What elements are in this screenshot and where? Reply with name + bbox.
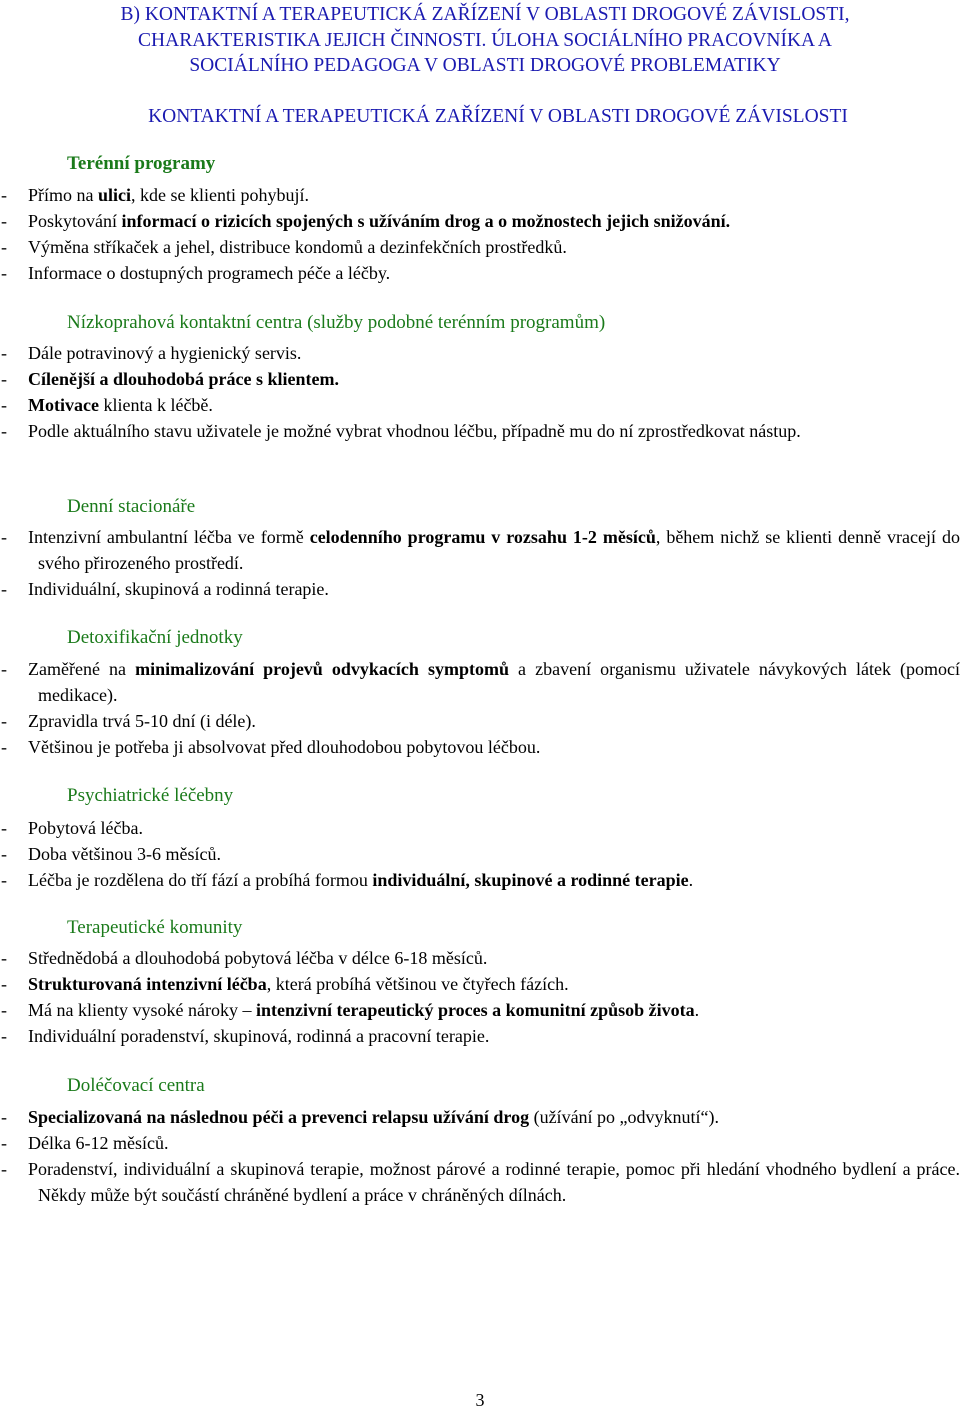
list-item: - Délka 6-12 měsíců.: [1, 1133, 169, 1153]
list-item: - Výměna stříkaček a jehel, distribuce kondomů a dezinfekčních prostředků.: [1, 237, 567, 257]
list-detoxifikacni-jednotky: [0, 656, 960, 760]
section-title-dolecovaci-centra: Doléčovací centra: [67, 1075, 205, 1096]
main-title-line-2: CHARAKTERISTIKA JEJICH ČINNOSTI. ÚLOHA SOCIÁLNÍHO PRACOVNÍKA A: [138, 29, 832, 51]
list-item: - Informace o dostupných programech péče a léčby.: [1, 263, 391, 283]
list-item: - Zpravidla trvá 5-10 dní (i déle).: [1, 711, 256, 731]
list-item: - Má na klienty vysoké nároky – intenzivní terapeutický proces a komunitní způsob života.: [1, 1000, 700, 1020]
section-title-terenni-programy: Terénní programy: [67, 153, 216, 174]
list-terapeuticke-komunity: [0, 945, 960, 1049]
list-psychiatricke-lecebny: [0, 815, 960, 893]
list-nizkoprahova-centra: [0, 340, 960, 444]
list-item: - Individuální poradenství, skupinová, rodinná a pracovní terapie.: [1, 1026, 490, 1046]
list-item: - Většinou je potřeba ji absolvovat před dlouhodobou pobytovou léčbou.: [1, 737, 541, 757]
list-item: - Dále potravinový a hygienický servis.: [1, 343, 302, 363]
list-item: - Individuální, skupinová a rodinná terapie.: [1, 579, 329, 599]
list-terenni-programy: [0, 182, 960, 286]
list-item: - Zaměřené na minimalizování projevů odvykacích symptomů a zbavení organismu uživatele návykových látek (pomocí medikace).: [1, 659, 960, 705]
section-title-denni-stacionare: Denní stacionáře: [67, 496, 196, 517]
list-item: - Motivace klienta k léčbě.: [1, 395, 213, 415]
list-item: - Přímo na ulici, kde se klienti pohybují.: [1, 185, 309, 205]
section-title-terapeuticke-komunity: Terapeutické komunity: [67, 917, 243, 938]
main-title-line-1: B) KONTAKTNÍ A TERAPEUTICKÁ ZAŘÍZENÍ V OBLASTI DROGOVÉ ZÁVISLOSTI,: [120, 4, 850, 25]
list-item: - Poskytování informací o rizicích spojených s užíváním drog a o možnostech jejich snižování.: [1, 211, 731, 231]
list-item: - Léčba je rozdělena do tří fází a probíhá formou individuální, skupinové a rodinné terapie.: [1, 870, 694, 890]
list-item: - Poradenství, individuální a skupinová terapie, možnost párové a rodinné terapie, pomoc při hledání vhodného bydlení a práce. Někdy může být součástí chráněné bydlení a práce v chráněných dílnách.: [1, 1159, 960, 1205]
list-item: - Pobytová léčba.: [1, 818, 143, 838]
section-title-nizkoprahova-centra: Nízkoprahová kontaktní centra (služby podobné terénním programům): [67, 312, 606, 333]
list-item: - Specializovaná na následnou péči a prevenci relapsu užívání drog (užívání po „odvyknutí“).: [1, 1107, 720, 1127]
list-item: - Doba většinou 3-6 měsíců.: [1, 844, 221, 864]
list-item: - Střednědobá a dlouhodobá pobytová léčba v délce 6-18 měsíců.: [1, 948, 488, 968]
list-item: - Intenzivní ambulantní léčba ve formě celodenního programu v rozsahu 1-2 měsíců, během nichž se klienti denně vracejí do svého přirozeného prostředí.: [1, 527, 960, 573]
section-title-detoxifikacni-jednotky: Detoxifikační jednotky: [67, 627, 243, 648]
section-subtitle: KONTAKTNÍ A TERAPEUTICKÁ ZAŘÍZENÍ V OBLASTI DROGOVÉ ZÁVISLOSTI: [148, 106, 848, 127]
list-dolecovaci-centra: [0, 1104, 960, 1208]
main-title-line-3: SOCIÁLNÍHO PEDAGOGA V OBLASTI DROGOVÉ PROBLEMATIKY: [189, 55, 781, 76]
list-item: - Cílenější a dlouhodobá práce s klientem.: [1, 369, 340, 389]
list-item: - Podle aktuálního stavu uživatele je možné vybrat vhodnou léčbu, případně mu do ní zprostředkovat nástup.: [1, 421, 801, 441]
list-item: - Strukturovaná intenzivní léčba, která probíhá většinou ve čtyřech fázích.: [1, 974, 569, 994]
section-title-psychiatricke-lecebny: Psychiatrické léčebny: [67, 785, 234, 806]
main-title: [35, 2, 935, 79]
list-denni-stacionare: [0, 524, 960, 602]
page-number: 3: [475, 1390, 485, 1410]
